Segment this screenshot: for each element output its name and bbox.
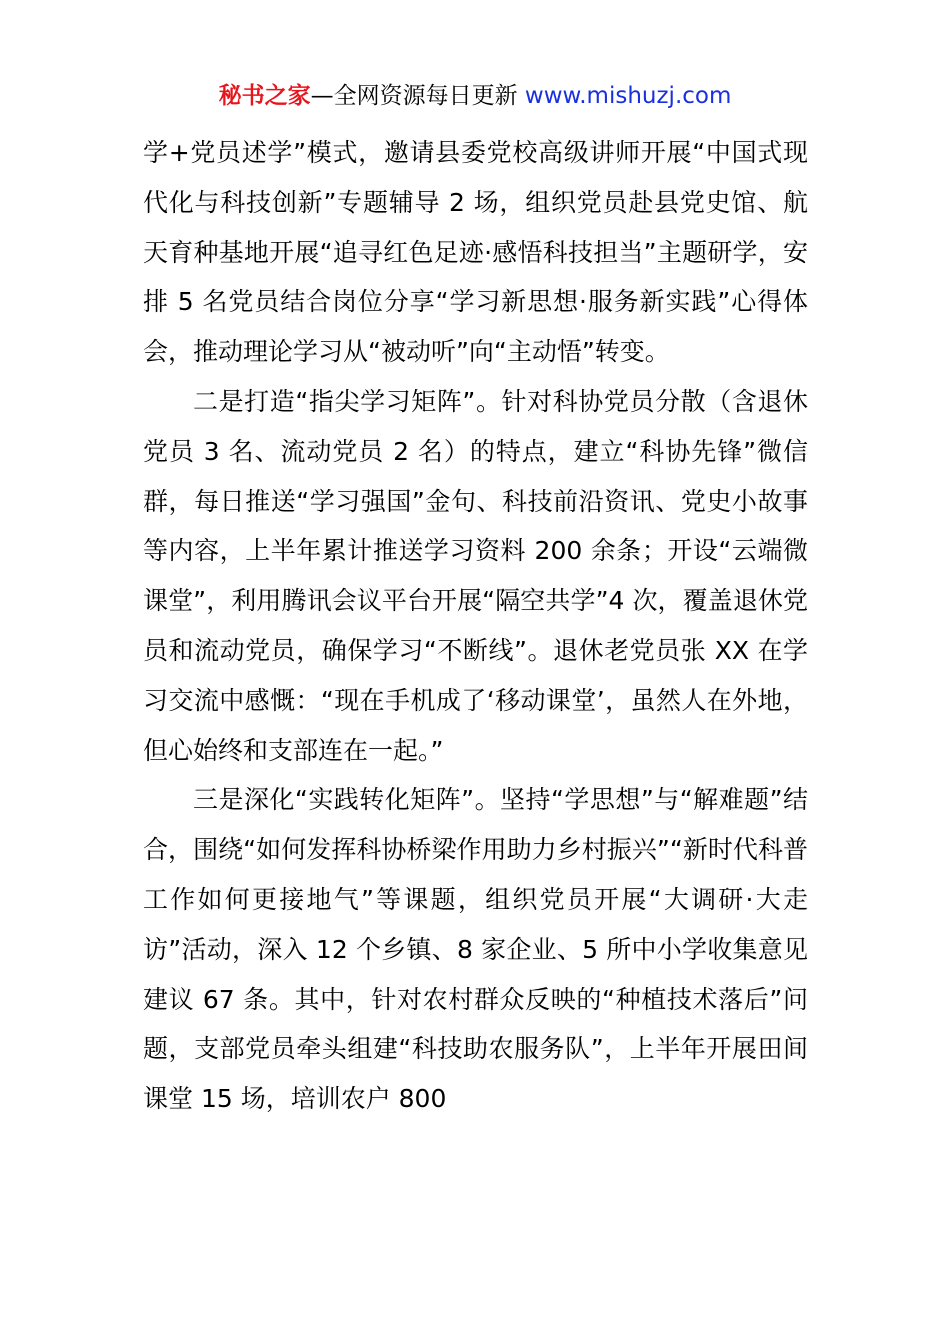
paragraph-fingertip-learning: 二是打造“指尖学习矩阵”。针对科协党员分散（含退休党员 3 名、流动党员 2 名）的特点，建立“科协先锋”微信群，每日推送“学习强国”金句、科技前沿资讯、党史小故事等内容，上半年累计推送学习资料 200 余条；开设“云端微课堂”，利用腾讯会议平台开展“隔空共学”4 次，覆盖退休党员和流动党员，确保学习“不断线”。退休老党员张 XX 在学习交流中感慨：“现在手机成了‘移动课堂’，虽然人在外地，但心始终和支部连在一起。” (143, 386, 808, 765)
paragraph-continuation: 学+党员述学”模式，邀请县委党校高级讲师开展“中国式现代化与科技创新”专题辅导 2 场，组织党员赴县党史馆、航天育种基地开展“追寻红色足迹·感悟科技担当”主题研学，安排 5 名党员结合岗位分享“学习新思想·服务新实践”心得体会，推动理论学习从“被动听”向“主动悟”转变。 (143, 138, 808, 367)
document-body (143, 128, 808, 1124)
header-tagline: —全网资源每日更新 (310, 83, 525, 109)
paragraph-practice-transformation: 三是深化“实践转化矩阵”。坚持“学思想”与“解难题”结合，围绕“如何发挥科协桥梁作用助力乡村振兴”“新时代科普工作如何更接地气”等课题，组织党员开展“大调研·大走访”活动，深入 12 个乡镇、8 家企业、5 所中小学收集意见建议 67 条。其中，针对农村群众反映的“种植技术落后”问题，支部党员牵头组建“科技助农服务队”，上半年开展田间课堂 15 场，培训农户 800 (143, 785, 808, 1114)
page-header (0, 80, 950, 112)
brand-name: 秘书之家 (218, 83, 311, 109)
site-url-link[interactable]: www.mishuzj.com (524, 83, 732, 109)
